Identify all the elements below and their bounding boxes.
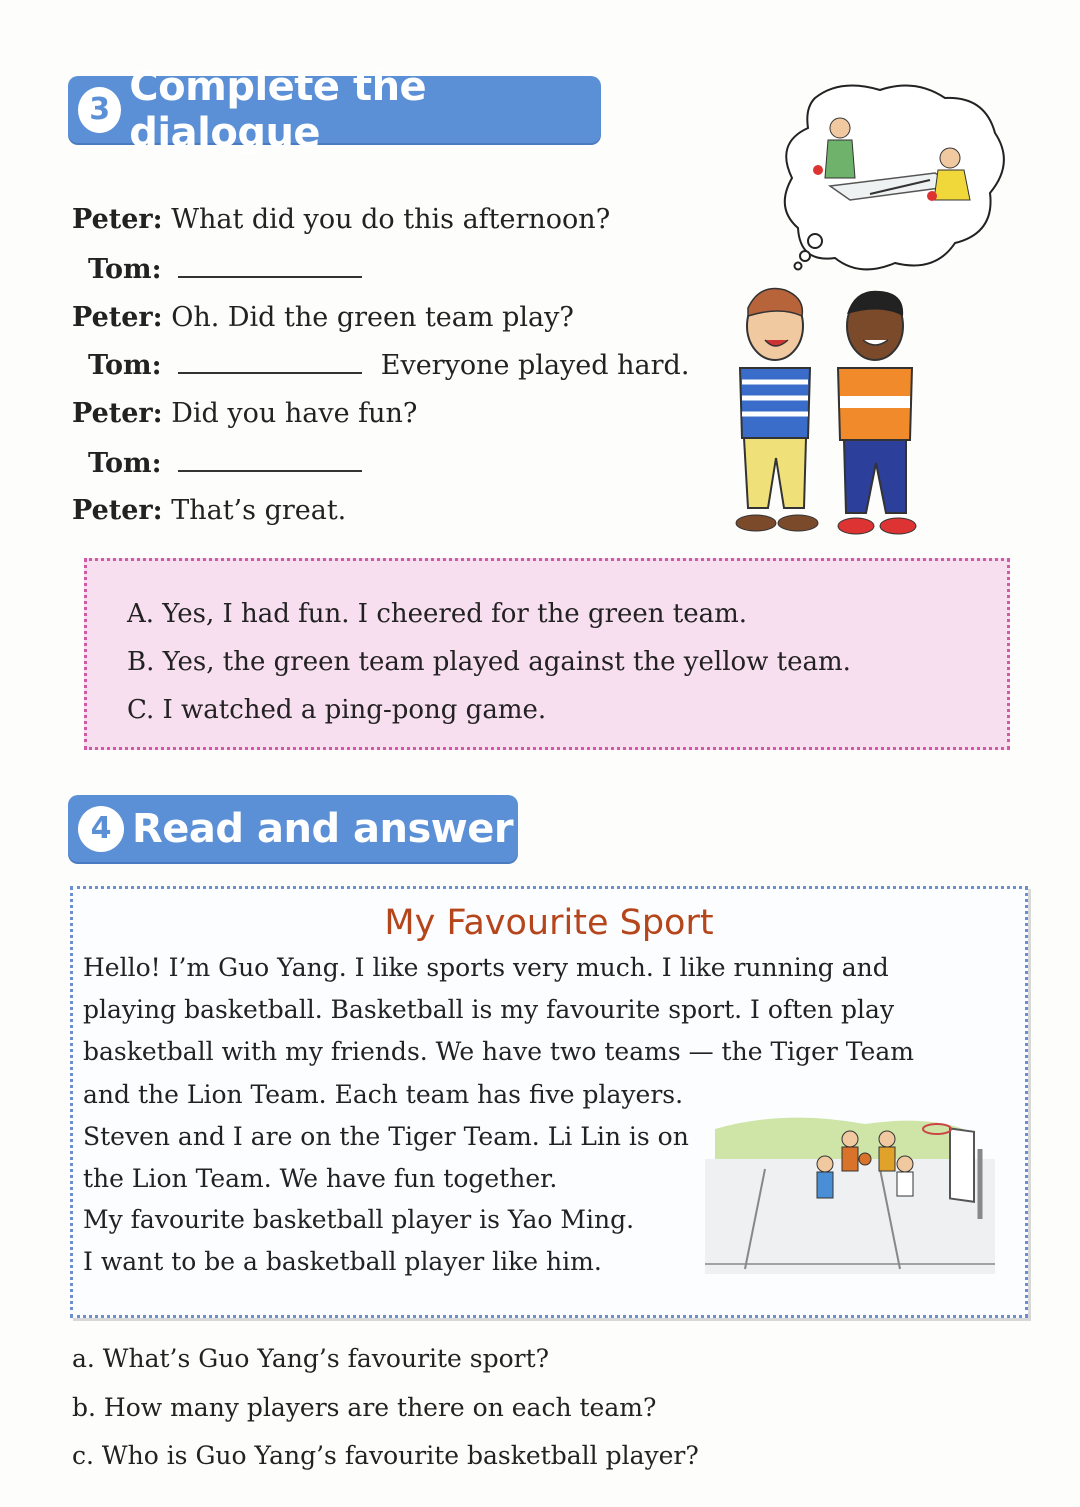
question-a: a. What’s Guo Yang’s favourite sport? [72,1344,550,1373]
dialogue-text: Did you have fun? [171,398,418,429]
option-c[interactable]: C. I watched a ping-pong game. [127,695,547,725]
passage-line: playing basketball. Basketball is my favourite sport. I often play [83,995,895,1024]
section-title: Complete the dialogue [129,63,427,156]
question-b: b. How many players are there on each team? [72,1393,657,1422]
dialogue-line [72,302,574,333]
reading-title: My Favourite Sport [384,903,714,943]
dialogue-line [88,254,372,285]
dialogue-line [72,495,346,526]
question-c: c. Who is Guo Yang’s favourite basketball player? [72,1441,699,1470]
section-4-banner [68,795,518,862]
speaker-label: Tom: [88,448,162,479]
passage-line: basketball with my friends. We have two teams — the Tiger Team [83,1037,914,1066]
option-a[interactable]: A. Yes, I had fun. I cheered for the green team. [127,599,748,629]
passage-line: I want to be a basketball player like him. [83,1247,602,1276]
speaker-label: Peter: [72,302,163,333]
answer-options-box [84,558,1010,750]
passage-line: Hello! I’m Guo Yang. I like sports very much. I like running and [83,953,889,982]
basketball-court-illustration [705,1089,1005,1279]
answer-blank[interactable] [178,256,362,278]
speaker-label: Tom: [88,254,162,285]
thought-bubble-icon [785,86,1004,270]
passage-line: the Lion Team. We have fun together. [83,1164,558,1193]
dialogue-text: Everyone played hard. [380,350,690,381]
section-3-banner [68,63,601,156]
section-title: Read and answer [132,805,514,852]
dialogue-text: What did you do this afternoon? [171,204,611,235]
section-number-badge: 4 [78,806,124,852]
section-number-badge: 3 [78,87,121,133]
dialogue-line [72,204,610,235]
reading-passage-box [70,886,1028,1318]
dialogue-text: Oh. Did the green team play? [171,302,574,333]
speaker-label: Tom: [88,350,162,381]
dialogue-line [88,350,689,381]
dialogue-line [88,448,372,479]
dialogue-line [72,398,417,429]
dialogue-illustration [720,78,1020,548]
passage-line: and the Lion Team. Each team has five players. [83,1080,684,1109]
speaker-label: Peter: [72,204,163,235]
passage-line: My favourite basketball player is Yao Ming. [83,1205,635,1234]
passage-line: Steven and I are on the Tiger Team. Li Lin is on [83,1122,689,1151]
option-b[interactable]: B. Yes, the green team played against the yellow team. [127,647,851,677]
boy-orange-shirt-icon [838,291,916,534]
answer-blank[interactable] [178,352,362,374]
speaker-label: Peter: [72,495,163,526]
boy-striped-shirt-icon [736,288,818,531]
answer-blank[interactable] [178,450,362,472]
speaker-label: Peter: [72,398,163,429]
dialogue-text: That’s great. [171,495,347,526]
